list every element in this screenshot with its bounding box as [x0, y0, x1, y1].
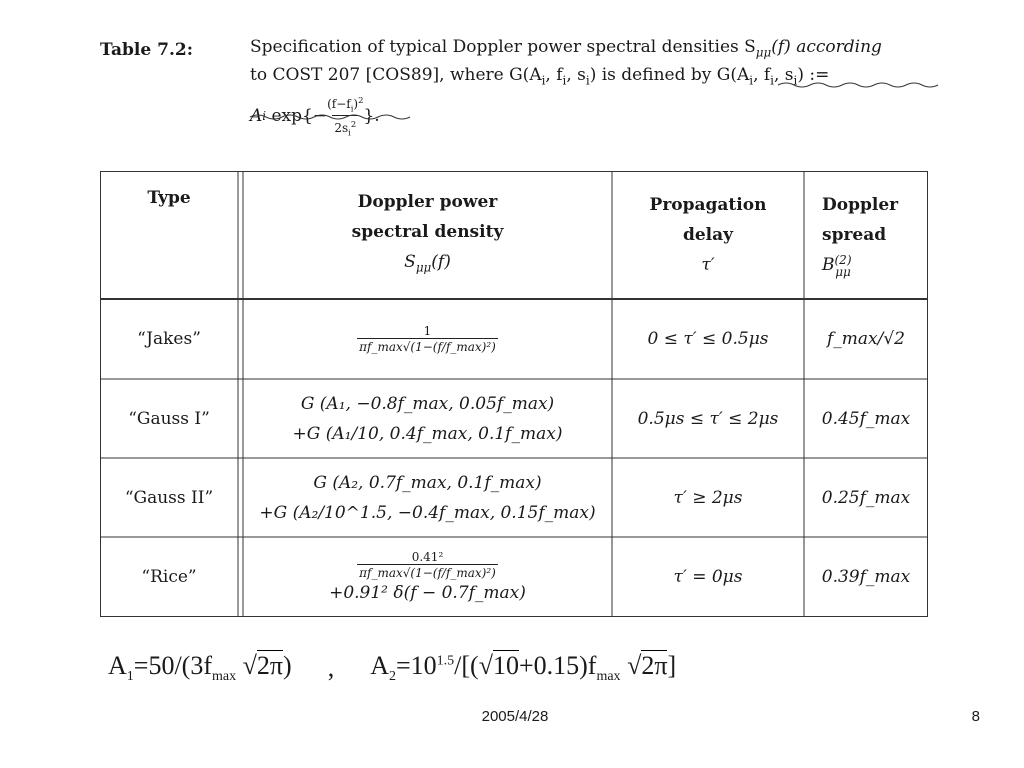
header-delay: Propagation delay τ′ — [649, 195, 767, 275]
squiggle-left — [250, 115, 410, 119]
row-gauss1-spread: 0.45f_max — [821, 408, 911, 429]
caption-label: Table 7.2: — [100, 40, 193, 60]
row-rice-psd: $\frac{\text{0.41²}}{\text{πf\_max√(1−(f/f\_max)²)}}$ +0.91² δ(f − 0.7f_max) — [329, 549, 526, 603]
slide-number: 8 — [971, 708, 980, 725]
sqrt-icon: √ — [627, 650, 642, 680]
row-gauss2-delay: τ′ ≥ 2μs — [673, 487, 743, 508]
row-jakes-delay: 0 ≤ τ′ ≤ 0.5μs — [647, 329, 769, 349]
row-gauss2-psd: G (A₂, 0.7f_max, 0.1f_max) +G (A₂/10^1.5, −0.4f_max, 0.15f_max) — [259, 472, 596, 523]
caption-line-2: to COST 207 [COS89], where $G(A_i$, $f_i$, $s_i$) is defined by $G(A_i$, $f_i$, $s_i$) := — [250, 65, 830, 88]
formula-a1: $A_1=50/(3f_{max}$ √2π) — [108, 650, 292, 685]
row-rice-delay: τ′ = 0μs — [673, 567, 743, 587]
jakes-fraction: $\frac{1}{\text{πf\_max√(1−(f/f\_max)²)}}$ — [359, 323, 496, 354]
row-jakes-spread: f_max/√2 — [826, 329, 905, 349]
header-density: Doppler power spectral density $S_{\mu\mu}(f)$ — [351, 192, 504, 275]
doppler-table — [100, 171, 928, 617]
row-jakes-type: “Jakes” — [137, 329, 201, 349]
sqrt-icon: √ — [242, 650, 257, 680]
header-spread: Doppler spread B (2) μμ — [822, 195, 899, 279]
formula-a2: $A_2=10^{1.5}/[(√10+0.15)f_{max}$ √2π] — [370, 650, 677, 685]
row-jakes-psd — [243, 299, 612, 379]
row-gauss2-spread: 0.25f_max — [821, 487, 911, 508]
underline-squiggle — [0, 0, 1024, 130]
formula-separator: , — [327, 653, 335, 682]
row-gauss1-delay: 0.5μs ≤ τ′ ≤ 2μs — [637, 408, 779, 429]
row-gauss2-type: “Gauss II” — [124, 487, 214, 508]
row-rice-spread: 0.39f_max — [821, 567, 911, 587]
squiggle-right — [778, 83, 938, 87]
row-rice-type: “Rice” — [141, 567, 197, 587]
rice-fraction: $\frac{\text{0.41²}}{\text{πf\_max√(1−(f/f\_max)²)}}$ — [359, 549, 496, 580]
amplitude-formulas — [100, 646, 930, 690]
row-gauss1-type: “Gauss I” — [128, 408, 210, 429]
caption-line-1: Specification of typical Doppler power spectral densities $S_{\mu\mu}(f)$ according — [250, 37, 882, 60]
header-type: Type — [147, 188, 191, 208]
gaussian-fraction: $\frac{(f-f_i)^2}{2s_i^2}$ — [327, 93, 363, 141]
caption-line-3: A i exp{− $\frac{(f-f_i)^2}{2s_i^2}$ }. — [250, 93, 930, 141]
sqrt-icon: √ — [478, 650, 493, 680]
row-gauss1-psd: G (A₁, −0.8f_max, 0.05f_max) +G (A₁/10, 0.4f_max, 0.1f_max) — [292, 393, 563, 444]
slide-date: 2005/4/28 — [481, 708, 549, 725]
